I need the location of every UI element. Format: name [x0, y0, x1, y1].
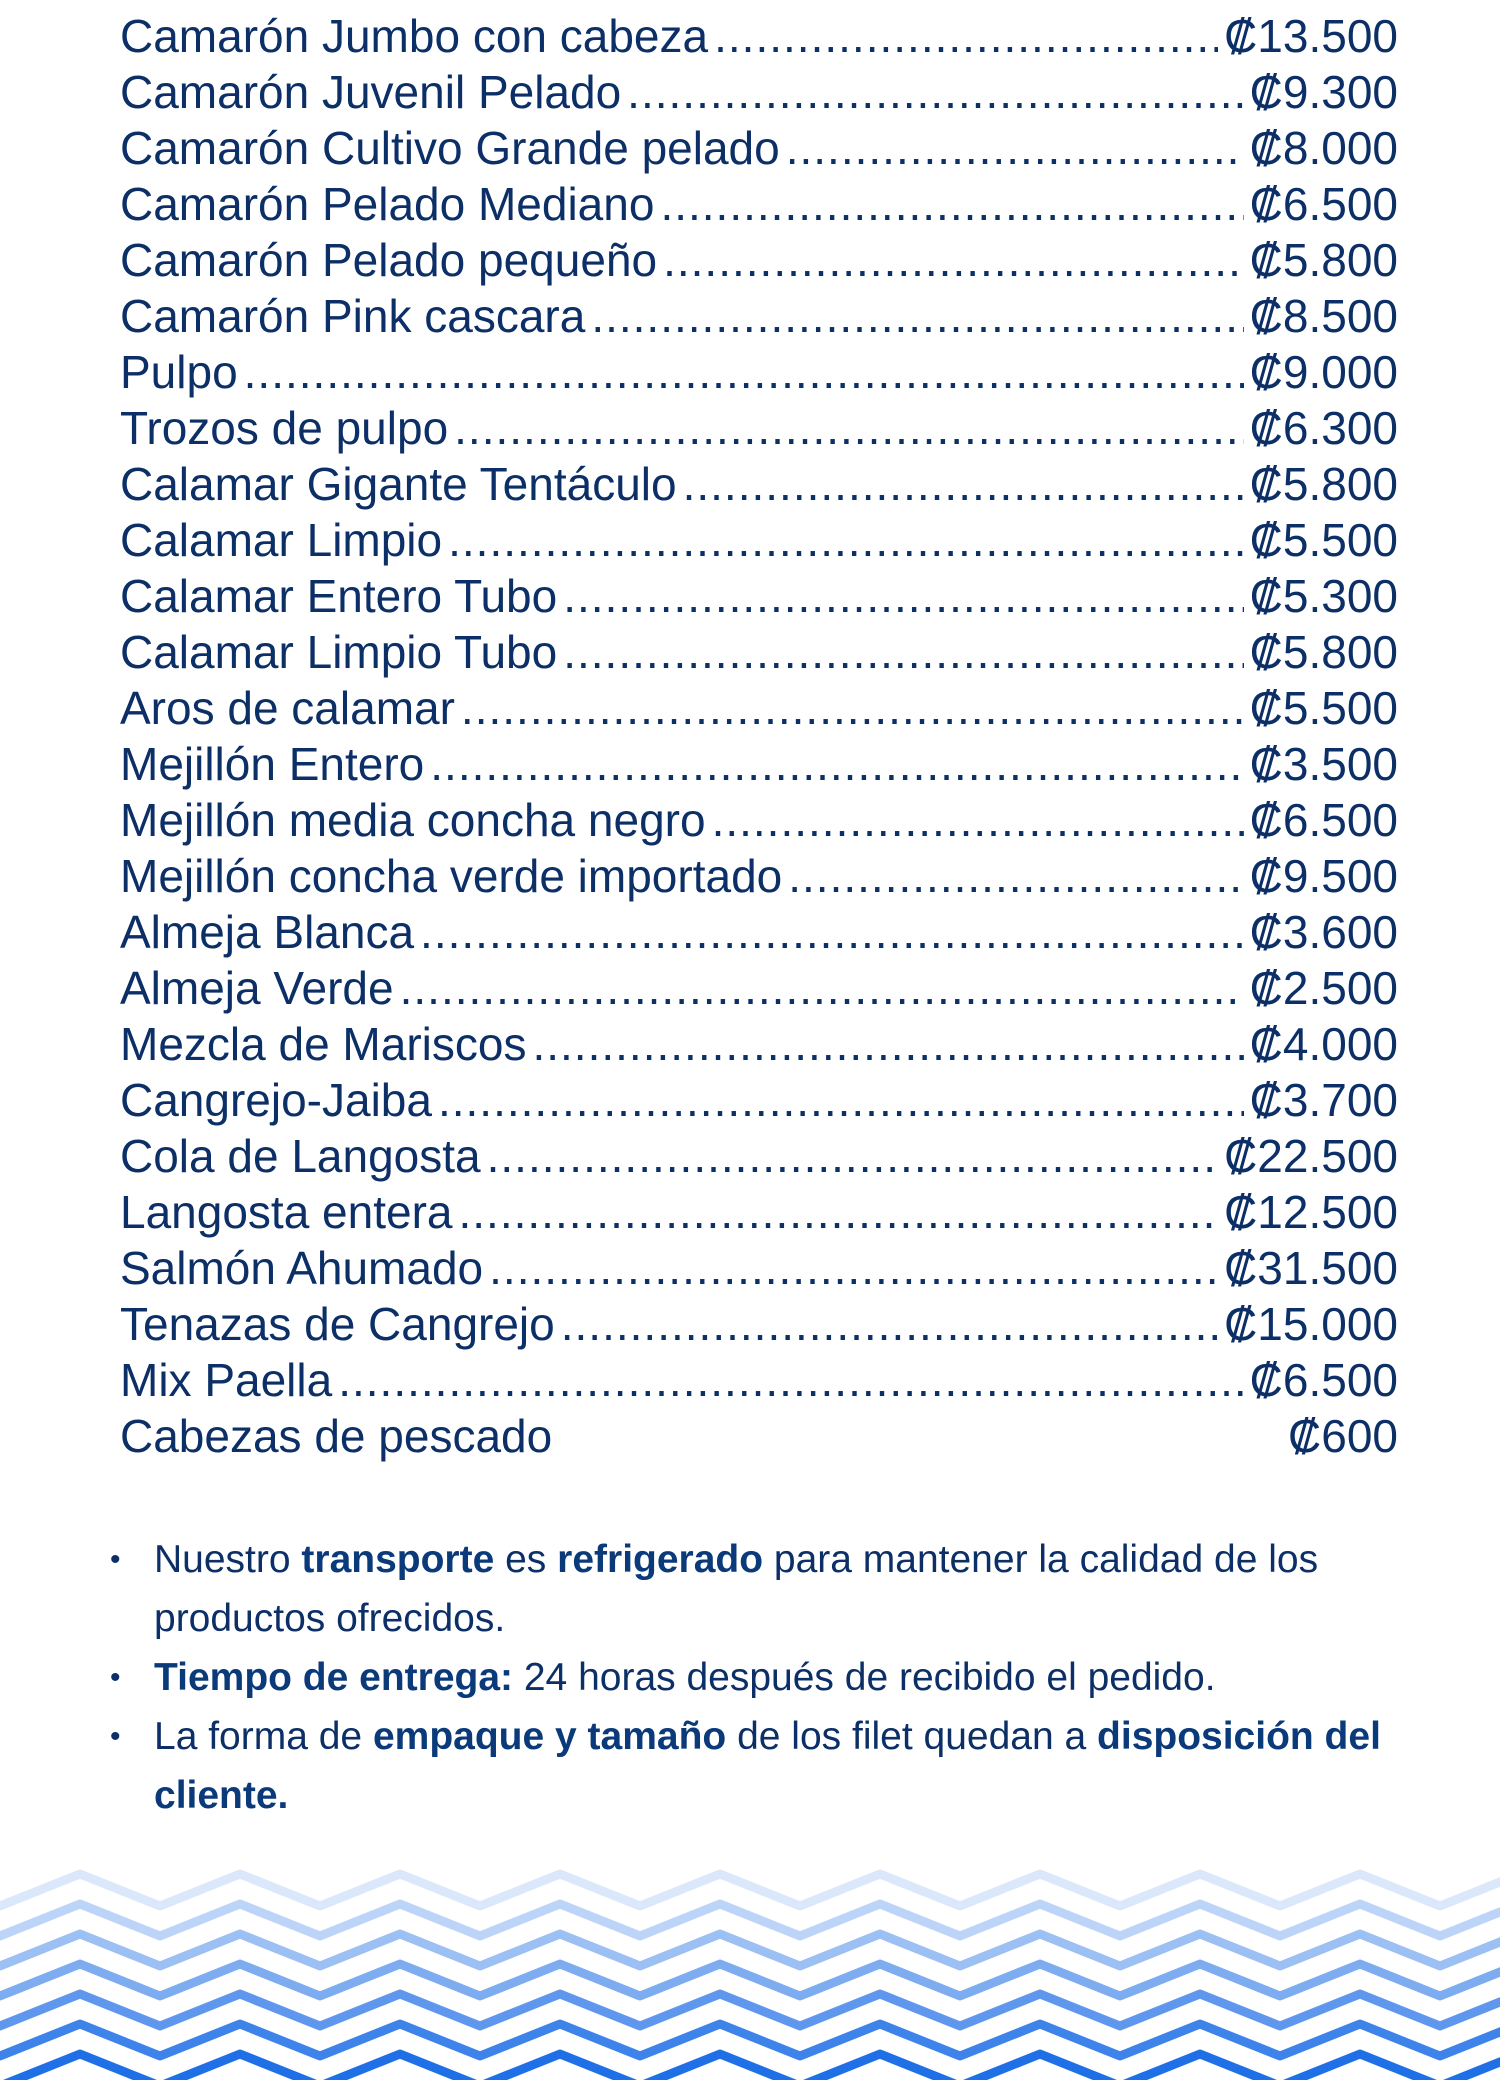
price-row [120, 400, 1398, 456]
price-row [120, 1408, 1398, 1464]
price-row [120, 456, 1398, 512]
price-row [120, 1352, 1398, 1408]
dot-leader [461, 680, 1244, 736]
note-text: de los filet quedan a [726, 1715, 1098, 1758]
item-price: ₡5.500 [1249, 682, 1398, 734]
item-name: Almeja Blanca [120, 906, 415, 958]
note-text: 24 horas después de recibido el pedido. [513, 1656, 1216, 1699]
price-row [120, 1016, 1398, 1072]
item-name: Calamar Gigante Tentáculo [120, 458, 677, 510]
dot-leader [438, 1072, 1244, 1128]
item-name: Aros de calamar [120, 682, 455, 734]
price-row [120, 344, 1398, 400]
item-price: ₡2.500 [1249, 962, 1398, 1014]
item-name: Camarón Pelado Mediano [120, 178, 655, 230]
item-name: Camarón Cultivo Grande pelado [120, 122, 780, 174]
dot-leader [459, 1184, 1219, 1240]
dot-leader [627, 64, 1243, 120]
item-name: Camarón Juvenil Pelado [120, 66, 622, 118]
note-bold: Tiempo de entrega: [154, 1656, 514, 1699]
price-row [120, 512, 1398, 568]
price-row [120, 120, 1398, 176]
item-name: Mix Paella [120, 1354, 333, 1406]
item-name: Camarón Jumbo con cabeza [120, 10, 709, 62]
item-price: ₡3.700 [1249, 1074, 1398, 1126]
note-packaging [110, 1707, 1410, 1825]
item-name: Tenazas de Cangrejo [120, 1298, 555, 1350]
price-row [120, 176, 1398, 232]
item-name: Camarón Pelado pequeño [120, 234, 658, 286]
item-name: Calamar Entero Tubo [120, 570, 558, 622]
item-name: Mejillón media concha negro [120, 794, 706, 846]
dot-leader [532, 1016, 1243, 1072]
note-text: es [494, 1538, 558, 1581]
item-name: Calamar Limpio [120, 514, 443, 566]
item-price: ₡31.500 [1224, 1242, 1398, 1294]
note-text: Nuestro [154, 1538, 302, 1581]
wave-line [0, 1874, 1500, 1906]
dot-leader [454, 400, 1244, 456]
item-name: Pulpo [120, 346, 238, 398]
item-price: ₡600 [1288, 1410, 1398, 1462]
item-price: ₡3.500 [1249, 738, 1398, 790]
price-row [120, 960, 1398, 1016]
dot-leader [591, 288, 1243, 344]
item-price: ₡9.000 [1249, 346, 1398, 398]
dot-leader [244, 344, 1244, 400]
item-price: ₡6.300 [1249, 402, 1398, 454]
item-name: Calamar Limpio Tubo [120, 626, 558, 678]
item-price: ₡6.500 [1249, 794, 1398, 846]
price-row [120, 736, 1398, 792]
item-name: Trozos de pulpo [120, 402, 449, 454]
dot-leader [788, 848, 1243, 904]
note-text: para mantener la calidad de los productos ofrecidos. [154, 1538, 1319, 1640]
item-price: ₡4.000 [1249, 1018, 1398, 1070]
price-row [120, 904, 1398, 960]
item-name: Mejillón concha verde importado [120, 850, 783, 902]
item-price: ₡22.500 [1224, 1130, 1398, 1182]
item-price: ₡5.800 [1249, 626, 1398, 678]
item-name: Almeja Verde [120, 962, 394, 1014]
dot-leader [400, 960, 1244, 1016]
item-name: Cola de Langosta [120, 1130, 481, 1182]
price-row [120, 568, 1398, 624]
item-price: ₡8.000 [1249, 122, 1398, 174]
dot-leader [714, 8, 1218, 64]
item-name: Cangrejo-Jaiba [120, 1074, 432, 1126]
price-row [120, 1184, 1398, 1240]
note-delivery [110, 1648, 1410, 1707]
bullet-icon: • [110, 1661, 121, 1694]
price-row [120, 1128, 1398, 1184]
item-price: ₡15.000 [1224, 1298, 1398, 1350]
item-name: Langosta entera [120, 1186, 453, 1238]
note-text: La forma de [154, 1715, 373, 1758]
bullet-icon: • [110, 1720, 121, 1753]
price-row [120, 64, 1398, 120]
dot-leader [712, 792, 1244, 848]
dot-leader [561, 1296, 1218, 1352]
dot-leader [430, 736, 1243, 792]
price-row [120, 1072, 1398, 1128]
item-name: Camarón Pink cascara [120, 290, 586, 342]
item-name: Cabezas de pescado [120, 1410, 553, 1462]
wave-pattern [0, 1850, 1500, 2080]
price-row [120, 1296, 1398, 1352]
item-price: ₡12.500 [1224, 1186, 1398, 1238]
item-price: ₡5.800 [1249, 234, 1398, 286]
item-name: Mezcla de Mariscos [120, 1018, 527, 1070]
notes-list [110, 1530, 1410, 1825]
item-price: ₡9.300 [1249, 66, 1398, 118]
note-bold: transporte [301, 1538, 495, 1581]
dot-leader [338, 1352, 1243, 1408]
price-row [120, 8, 1398, 64]
note-transport [110, 1530, 1410, 1648]
price-row [120, 1240, 1398, 1296]
item-price: ₡5.500 [1249, 514, 1398, 566]
price-row [120, 288, 1398, 344]
dot-leader [563, 568, 1243, 624]
item-price: ₡3.600 [1249, 906, 1398, 958]
dot-leader [448, 512, 1244, 568]
dot-leader [683, 456, 1244, 512]
dot-leader [663, 232, 1244, 288]
price-row [120, 232, 1398, 288]
item-price: ₡5.300 [1249, 570, 1398, 622]
item-price: ₡9.500 [1249, 850, 1398, 902]
dot-leader [660, 176, 1243, 232]
price-row [120, 624, 1398, 680]
bullet-icon: • [110, 1543, 121, 1576]
dot-leader [487, 1128, 1218, 1184]
item-price: ₡13.500 [1224, 10, 1398, 62]
dot-leader [786, 120, 1244, 176]
note-bold: empaque y tamaño [372, 1715, 727, 1758]
dot-leader [420, 904, 1244, 960]
item-name: Salmón Ahumado [120, 1242, 484, 1294]
price-row [120, 848, 1398, 904]
note-bold: disposición del cliente. [154, 1715, 1381, 1817]
price-row [120, 792, 1398, 848]
price-row [120, 680, 1398, 736]
price-list [120, 8, 1398, 1464]
item-price: ₡6.500 [1249, 178, 1398, 230]
note-bold: refrigerado [557, 1538, 764, 1581]
dot-leader [489, 1240, 1218, 1296]
item-price: ₡5.800 [1249, 458, 1398, 510]
dot-leader [563, 624, 1243, 680]
item-price: ₡6.500 [1249, 1354, 1398, 1406]
item-price: ₡8.500 [1249, 290, 1398, 342]
item-name: Mejillón Entero [120, 738, 425, 790]
